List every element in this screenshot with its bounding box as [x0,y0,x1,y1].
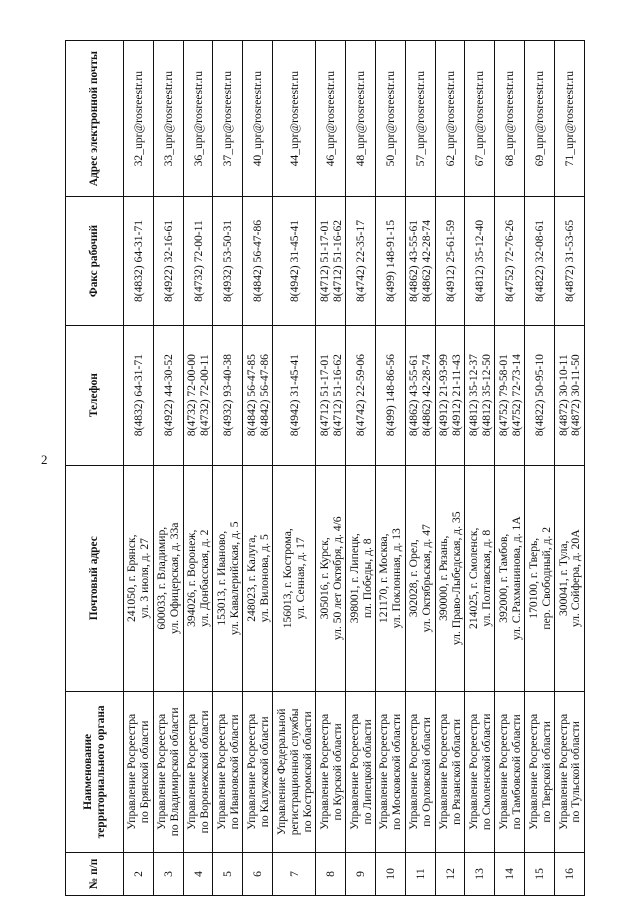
postal-address-cell [376,465,406,691]
postal-address-cell-line: 156013, г. Кострома, [281,528,295,629]
postal-address-cell-line: 121170, г. Москва, [377,533,391,624]
org-name-cell-line: Управление Росреестра [317,713,331,830]
org-name-cell [346,691,376,852]
postal-address-cell-line: ул. Кавалерийская, д. 5 [227,521,241,636]
fax-cell-line: 8(4712) 51-16-62 [330,219,344,303]
row-number: 9 [346,852,376,895]
phone-cell [376,325,406,465]
fax-cell [183,197,213,325]
postal-address-cell-line: ул. Поклонная, д. 13 [390,528,404,629]
header-num: № п/п [66,852,124,895]
row-number: 7 [273,852,316,895]
table-row [273,41,316,896]
territorial-bodies-table [65,40,585,896]
phone-cell-line: 8(4732) 72-00-00 [185,354,199,437]
org-name-cell-line: Управление Росреестра [155,713,169,830]
phone-cell [346,325,376,465]
postal-address-cell [435,465,465,691]
org-name-cell [273,691,316,852]
phone-cell-line: 8(4822) 50-95-10 [533,354,547,437]
email-cell[interactable]: 68_upr@rosreestr.ru [495,41,525,197]
email-cell[interactable]: 62_upr@rosreestr.ru [435,41,465,197]
table-header-row [66,41,124,896]
postal-address-cell [243,465,273,691]
postal-address-cell-line: 394026, г. Воронеж, [185,529,199,627]
fax-cell-line: 8(4732) 72-00-11 [191,220,205,302]
fax-cell [554,197,584,325]
rotated-table-container [65,40,585,896]
table-row [405,41,435,896]
phone-cell-line: 8(4872) 30-10-11 [556,354,570,436]
table-row [316,41,346,896]
fax-cell-line: 8(4942) 31-45-41 [287,219,301,303]
org-name-cell-line: Управление Росреестра [377,713,391,830]
org-name-cell [376,691,406,852]
postal-address-cell [346,465,376,691]
fax-cell-line: 8(4862) 42-28-74 [420,219,434,303]
phone-cell [435,325,465,465]
table-row [376,41,406,896]
org-name-cell-line: по Тамбовской области [509,714,523,830]
org-name-cell-line: Управление Росреестра [185,713,199,830]
postal-address-cell-line: 214025, г. Смоленск, [466,527,480,629]
org-name-cell-line: по Владимирской области [168,707,182,837]
org-name-cell-line: по Смоленской области [479,713,493,831]
postal-address-cell-line: пл. Победы, д. 8 [360,538,374,619]
row-number: 13 [465,852,495,895]
phone-cell [153,325,183,465]
org-name-cell-line: Управление Росреестра [526,713,540,830]
fax-cell [376,197,406,325]
fax-cell [316,197,346,325]
fax-cell [124,197,154,325]
postal-address-cell-line: 241050, г. Брянск, [125,534,139,622]
fax-cell-line: 8(4932) 53-50-31 [221,219,235,303]
row-number: 15 [525,852,555,895]
org-name-cell-line: по Московской области [390,713,404,830]
org-name-cell [495,691,525,852]
phone-cell-line: 8(4712) 51-17-01 [317,354,331,437]
phone-cell-line: 8(4912) 21-11-43 [450,354,464,436]
org-name-cell [405,691,435,852]
postal-address-cell [495,465,525,691]
fax-cell [243,197,273,325]
email-cell[interactable]: 48_upr@rosreestr.ru [346,41,376,197]
org-name-cell-line: Управление Федеральной [274,708,288,836]
row-number: 6 [243,852,273,895]
phone-cell [316,325,346,465]
org-name-cell-line: Управление Росреестра [214,713,228,830]
org-name-cell-line: Управление Росреестра [466,713,480,830]
postal-address-cell-line: ул. Вилонова, д. 5 [257,534,271,623]
org-name-cell [465,691,495,852]
row-number: 16 [554,852,584,895]
fax-cell-line: 8(4812) 35-12-40 [473,219,487,303]
postal-address-cell-line: 392000, г. Тамбов, [496,533,510,623]
phone-cell [525,325,555,465]
postal-address-cell-line: ул. Донбасская, д. 2 [198,529,212,627]
fax-cell [153,197,183,325]
table-row [465,41,495,896]
org-name-cell-line: по Курской области [330,723,344,821]
org-name-cell-line: по Брянской области [138,720,152,824]
postal-address-cell-line: 302028, г. Орел, [407,539,421,618]
table-row [124,41,154,896]
row-number: 12 [435,852,465,895]
row-number: 14 [495,852,525,895]
phone-cell [554,325,584,465]
email-cell[interactable]: 50_upr@rosreestr.ru [376,41,406,197]
row-number: 8 [316,852,346,895]
table-row [554,41,584,896]
table-row [213,41,243,896]
header-address: Почтовый адрес [66,465,124,691]
fax-cell-line: 8(4922) 32-16-61 [161,219,175,303]
postal-address-cell [554,465,584,691]
org-name-cell-line: по Ивановской области [227,714,241,830]
postal-address-cell-line: 153013, г. Иваново, [214,530,228,626]
org-name-cell [183,691,213,852]
postal-address-cell-line: 305016, г. Курск, [317,537,331,620]
phone-cell-line: 8(4832) 64-31-71 [131,354,145,437]
fax-cell [346,197,376,325]
org-name-cell-line: по Рязанской области [450,718,464,825]
table-row [525,41,555,896]
row-number: 2 [124,852,154,895]
phone-cell-line: 8(4932) 93-40-38 [221,354,235,437]
fax-cell-line: 8(4912) 25-61-59 [443,219,457,303]
org-name-cell-line: по Орловской области [420,717,434,827]
org-name-cell [124,691,154,852]
org-name-cell-line: Управление Росреестра [407,713,421,830]
table-row [183,41,213,896]
postal-address-cell-line: ул. Полтавская, д. 8 [479,529,493,627]
email-cell[interactable]: 33_upr@rosreestr.ru [153,41,183,197]
org-name-cell-line: по Тверской области [539,721,553,823]
row-number: 5 [213,852,243,895]
fax-cell-line: 8(4752) 72-76-26 [503,219,517,303]
phone-cell-line: 8(4732) 72-00-11 [198,354,212,436]
fax-cell-line: 8(4832) 64-31-71 [131,219,145,303]
phone-cell [465,325,495,465]
email-cell[interactable]: 40_upr@rosreestr.ru [243,41,273,197]
header-org: Наименование территориального органа [66,691,124,852]
org-name-cell-line: Управление Росреестра [125,713,139,830]
fax-cell [213,197,243,325]
postal-address-cell-line: 398001, г. Липецк, [347,533,361,624]
fax-cell-line: 8(4712) 51-17-01 [317,219,331,303]
phone-cell-line: 8(4912) 21-93-99 [437,354,451,437]
header-fax: Факс рабочий [66,197,124,325]
phone-cell [213,325,243,465]
email-cell[interactable]: 71_upr@rosreestr.ru [554,41,584,197]
table-row [435,41,465,896]
phone-cell [124,325,154,465]
fax-cell [405,197,435,325]
fax-cell-line: 8(499) 148-91-15 [383,219,397,303]
fax-cell-line: 8(4842) 56-47-86 [251,219,265,303]
org-name-cell-line: Управление Росреестра [347,713,361,830]
phone-cell-line: 8(4752) 72-73-14 [509,354,523,437]
org-name-cell [554,691,584,852]
org-name-cell-line: по Воронежской области [198,710,212,834]
phone-cell-line: 8(4812) 35-12-37 [466,354,480,437]
row-number: 11 [405,852,435,895]
row-number: 4 [183,852,213,895]
phone-cell [183,325,213,465]
postal-address-cell-line: ул. 50 лет Октября, д. 4/6 [330,516,344,641]
row-number: 3 [153,852,183,895]
org-name-cell-line: по Тульской области [569,721,583,823]
org-name-cell-line: Управление Росреестра [437,713,451,830]
table-row [495,41,525,896]
postal-address-cell-line: ул. 3 июля, д. 27 [138,538,152,619]
org-name-cell [213,691,243,852]
org-name-cell [153,691,183,852]
phone-cell [273,325,316,465]
postal-address-cell-line: 170100, г. Тверь, [526,537,540,619]
phone-cell-line: 8(4862) 43-55-61 [407,354,421,437]
org-name-cell-line: Управление Росреестра [496,713,510,830]
email-cell[interactable]: 67_upr@rosreestr.ru [465,41,495,197]
org-name-cell [525,691,555,852]
postal-address-cell-line: 600033, г. Владимир, [155,526,169,630]
org-name-cell [316,691,346,852]
table-row [243,41,273,896]
fax-cell-line: 8(4822) 32-08-61 [533,219,547,303]
phone-cell-line: 8(4872) 30-11-50 [569,354,583,436]
postal-address-cell-line: 390000, г. Рязань, [437,535,451,621]
fax-cell-line: 8(4872) 31-53-65 [562,219,576,303]
phone-cell [243,325,273,465]
page-number: 2 [41,452,48,467]
phone-cell-line: 8(4812) 35-12-50 [479,354,493,437]
phone-cell-line: 8(4742) 22-59-06 [354,354,368,437]
postal-address-cell [273,465,316,691]
email-cell[interactable]: 37_upr@rosreestr.ru [213,41,243,197]
org-name-cell-line: по Калужской области [257,716,271,828]
postal-address-cell [465,465,495,691]
postal-address-cell [124,465,154,691]
email-cell[interactable]: 32_upr@rosreestr.ru [124,41,154,197]
phone-cell-line: 8(4712) 51-16-62 [330,354,344,437]
postal-address-cell [183,465,213,691]
fax-cell-line: 8(4742) 22-35-17 [354,219,368,303]
postal-address-cell [213,465,243,691]
email-cell[interactable]: 36_upr@rosreestr.ru [183,41,213,197]
postal-address-cell-line: пер. Свободный, д. 2 [539,526,553,630]
row-number: 10 [376,852,406,895]
postal-address-cell-line: 300041, г. Тула, [556,540,570,616]
org-name-cell-line: Управление Росреестра [556,713,570,830]
header-phone: Телефон [66,325,124,465]
postal-address-cell-line: 248023, г. Калуга, [244,534,258,622]
email-cell[interactable]: 46_upr@rosreestr.ru [316,41,346,197]
phone-cell [495,325,525,465]
table-row [153,41,183,896]
postal-address-cell-line: ул. Сойфера, д. 20А [569,529,583,628]
fax-cell [435,197,465,325]
org-name-cell [243,691,273,852]
phone-cell-line: 8(4842) 56-47-86 [257,354,271,437]
postal-address-cell-line: ул. Октябрьская, д. 47 [420,524,434,633]
org-name-cell-line: регистрационной службы [287,708,301,836]
email-cell[interactable]: 44_upr@rosreestr.ru [273,41,316,197]
header-email: Адрес электронной почты [66,41,124,197]
org-name-cell-line: Управление Росреестра [244,713,258,830]
table-body [124,41,585,896]
postal-address-cell [405,465,435,691]
postal-address-cell [525,465,555,691]
phone-cell-line: 8(4862) 42-28-74 [420,354,434,437]
phone-cell-line: 8(4942) 31-45-41 [287,354,301,437]
org-name-cell-line: по Костромской области [300,711,314,833]
fax-cell [495,197,525,325]
phone-cell-line: 8(4752) 79-58-01 [496,354,510,437]
phone-cell-line: 8(499) 148-86-56 [383,354,397,437]
postal-address-cell-line: ул. Офицерская, д. 33а [168,522,182,634]
email-cell[interactable]: 69_upr@rosreestr.ru [525,41,555,197]
postal-address-cell [316,465,346,691]
postal-address-cell-line: ул. С.Рахманинова, д. 1А [509,516,523,641]
fax-cell [525,197,555,325]
postal-address-cell-line: ул. Право-Лыбедская, д. 35 [450,511,464,646]
postal-address-cell-line: ул. Сенная, д. 17 [294,537,308,620]
org-name-cell [435,691,465,852]
email-cell[interactable]: 57_upr@rosreestr.ru [405,41,435,197]
org-name-cell-line: по Липецкой области [360,719,374,825]
fax-cell [273,197,316,325]
phone-cell [405,325,435,465]
phone-cell-line: 8(4922) 44-30-52 [161,354,175,437]
fax-cell-line: 8(4862) 43-55-61 [407,219,421,303]
table-row [346,41,376,896]
fax-cell [465,197,495,325]
phone-cell-line: 8(4842) 56-47-85 [244,354,258,437]
postal-address-cell [153,465,183,691]
